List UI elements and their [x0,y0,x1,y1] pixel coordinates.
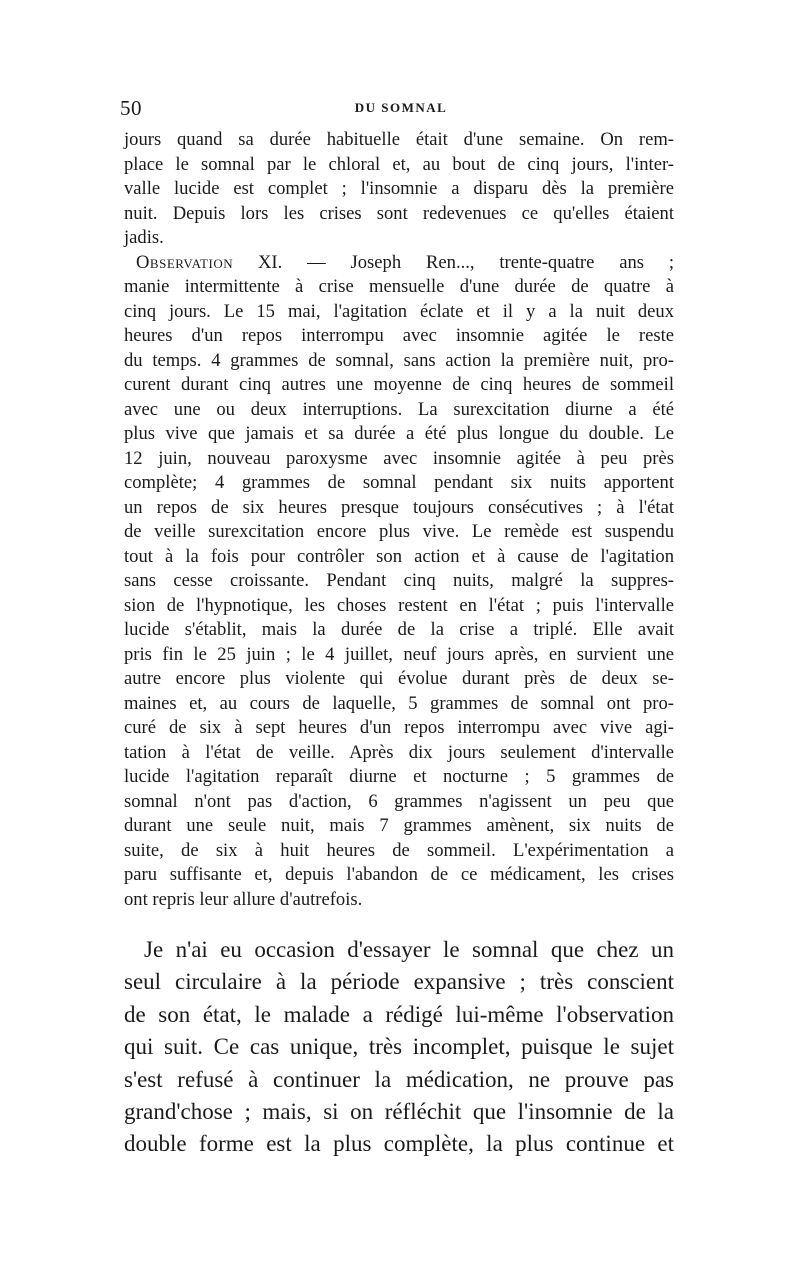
text-line: avec une ou deux interruptions. La surexcitation diurne a été [124,398,674,420]
observation-heading-line [124,251,674,276]
text-line: Je n'ai eu occasion d'essayer le somnal que chez un [144,937,674,962]
text-line: de veille surexcitation encore plus vive. Le remède est suspendu [124,521,674,542]
text-line: heures d'un repos interrompu avec insomnie agitée le reste [124,325,674,346]
main-paragraph [124,934,674,1161]
text-line: jadis. [124,227,164,248]
text-line: suite, de six à huit heures de sommeil. L'expérimentation a [124,839,674,861]
text-line: plus vive que jamais et sa durée a été plus longue du double. Le [124,423,674,444]
text-line: seul circulaire à la période expansive ; très conscient [124,969,674,995]
observation-label: Observation [136,251,234,273]
text-line: cinq jours. Le 15 mai, l'agitation éclate et il y a la nuit deux [124,300,674,322]
text-line: nuit. Depuis lors les crises sont redevenues ce qu'elles étaient [124,202,674,224]
text-line: grand'chose ; mais, si on réfléchit que l'insomnie de la [124,1098,674,1124]
text-line: un repos de six heures presque toujours consécutives ; à l'état [124,496,674,518]
text-line: XI. — Joseph Ren..., trente-quatre ans ; [257,251,675,273]
text-line: ont repris leur allure d'autrefois. [124,888,363,910]
text-line: sans cesse croissante. Pendant cinq nuits, malgré la suppres- [124,570,674,591]
text-line: jours quand sa durée habituelle était d'une semaine. On rem- [124,129,674,150]
text-line: pris fin le 25 juin ; le 4 juillet, neuf jours après, en survient une [124,643,674,665]
text-line: somnal n'ont pas d'action, 6 grammes n'agissent un peu que [124,790,674,812]
text-line: curent durant cinq autres une moyenne de cinq heures de sommeil [124,374,674,395]
text-line: double forme est la plus complète, la plus continue et [124,1131,674,1157]
text-line: valle lucide est complet ; l'insomnie a disparu dès la première [124,178,674,199]
text-line: sion de l'hypnotique, les choses restent en l'état ; puis l'intervalle [124,594,674,616]
observation-paragraphs [124,128,674,912]
text-line: tout à la fois pour contrôler son action et à cause de l'agitation [124,545,674,567]
text-line: s'est refusé à continuer la médication, ne prouve pas [124,1066,674,1092]
text-line: autre encore plus violente qui évolue durant près de deux se- [124,668,674,689]
page-number: 50 [120,96,142,120]
text-line: 12 juin, nouveau paroxysme avec insomnie agitée à peu près [124,447,674,469]
text-line: lucide s'établit, mais la durée de la crise a triplé. Elle avait [124,619,674,640]
text-line: qui suit. Ce cas unique, très incomplet, puisque le sujet [124,1034,674,1060]
text-line: place le somnal par le chloral et, au bout de cinq jours, l'inter- [124,153,674,175]
text-line: du temps. 4 grammes de somnal, sans action la première nuit, pro- [124,349,674,371]
text-line: de son état, le malade a rédigé lui-même l'observation [124,1001,674,1027]
text-line: durant une seule nuit, mais 7 grammes amènent, six nuits de [124,815,674,836]
text-line: lucide l'agitation reparaît diurne et nocturne ; 5 grammes de [124,766,674,787]
text-line: paru suffisante et, depuis l'abandon de ce médicament, les crises [124,864,674,885]
text-line: curé de six à sept heures d'un repos interrompu avec vive agi- [124,717,674,738]
text-line: tation à l'état de veille. Après dix jours seulement d'intervalle [124,741,674,763]
running-head [120,96,682,126]
text-line: maines et, au cours de laquelle, 5 grammes de somnal ont pro- [124,692,674,714]
text-line: manie intermittente à crise mensuelle d'une durée de quatre à [124,276,674,297]
running-title: DU SOMNAL [354,100,448,115]
text-line: complète; 4 grammes de somnal pendant six nuits apportent [124,472,674,493]
